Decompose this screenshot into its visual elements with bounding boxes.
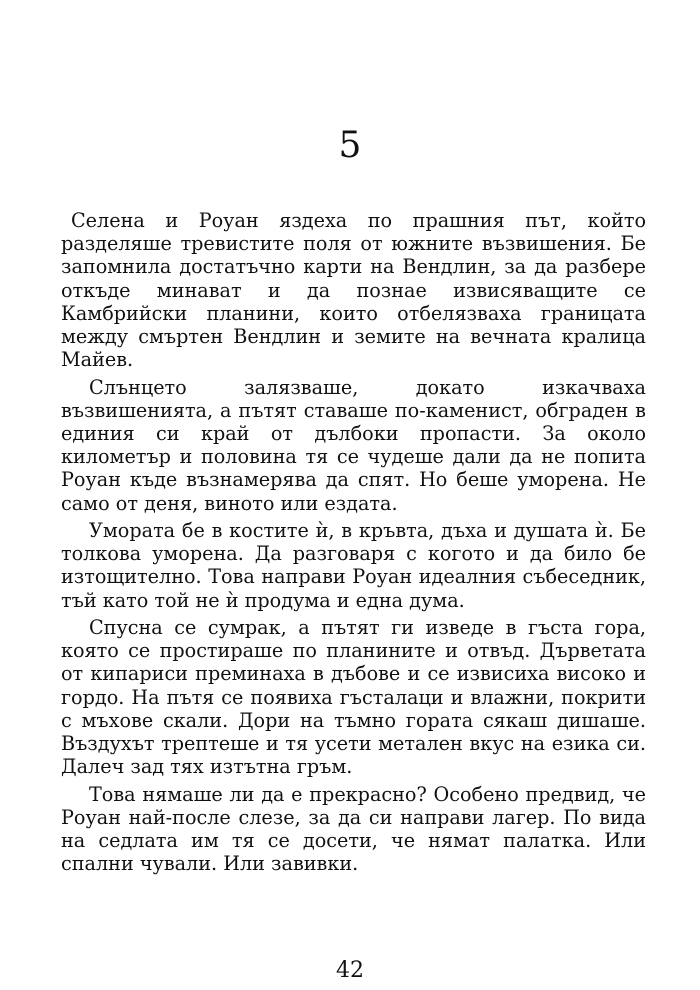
paragraph: Слънцето залязваше, докато изкачваха възвишенията, а пътят ставаше по-каменист, обграден в единия си край от дълбоки пропасти. За около километър и половина тя се чудеше дали да не попита Роуан къде възнамерява да спят. Но беше уморена. Не само от деня, виното или ездата. xyxy=(61,375,646,515)
chapter-number: 5 xyxy=(338,125,362,166)
paragraph: Селена и Роуан яздеха по прашния път, който разделяше тревистите поля от южните възвишения. Бе запомнила достатъчно карти на Вендлин, за да разбере откъде минават и да познае извисяващите се Камбрийски планини, които отбелязваха границата между смъртен Вендлин и земите на вечната кралица Майев. xyxy=(61,209,646,372)
page-number: 42 xyxy=(336,958,364,983)
paragraph: Това нямаше ли да е прекрасно? Особено предвид, че Роуан най-после слезе, за да си направи лагер. По вида на седлата им тя се досети, че нямат палатка. Или спални чували. Или завивки. xyxy=(61,782,646,876)
paragraph: Спусна се сумрак, а пътят ги изведе в гъста гора, която се простираше по планините и отвъд. Дърветата от кипариси преминаха в дъбове и се извисиха високо и гордо. На пътя се появиха гъсталаци и влажни, покрити с мъхове скали. Дори на тъмно гората сякаш дишаше. Въздухът трептеше и тя усети метален вкус на езика си. Далеч зад тях изтътна гръм. xyxy=(61,616,646,779)
text-body xyxy=(61,209,646,875)
paragraph: Умората бе в костите ѝ, в кръвта, дъха и душата ѝ. Бе толкова уморена. Да разговаря с когото и да било бе изтощително. Това направи Роуан идеалния събеседник, тъй като той не ѝ продума и една дума. xyxy=(61,519,646,612)
